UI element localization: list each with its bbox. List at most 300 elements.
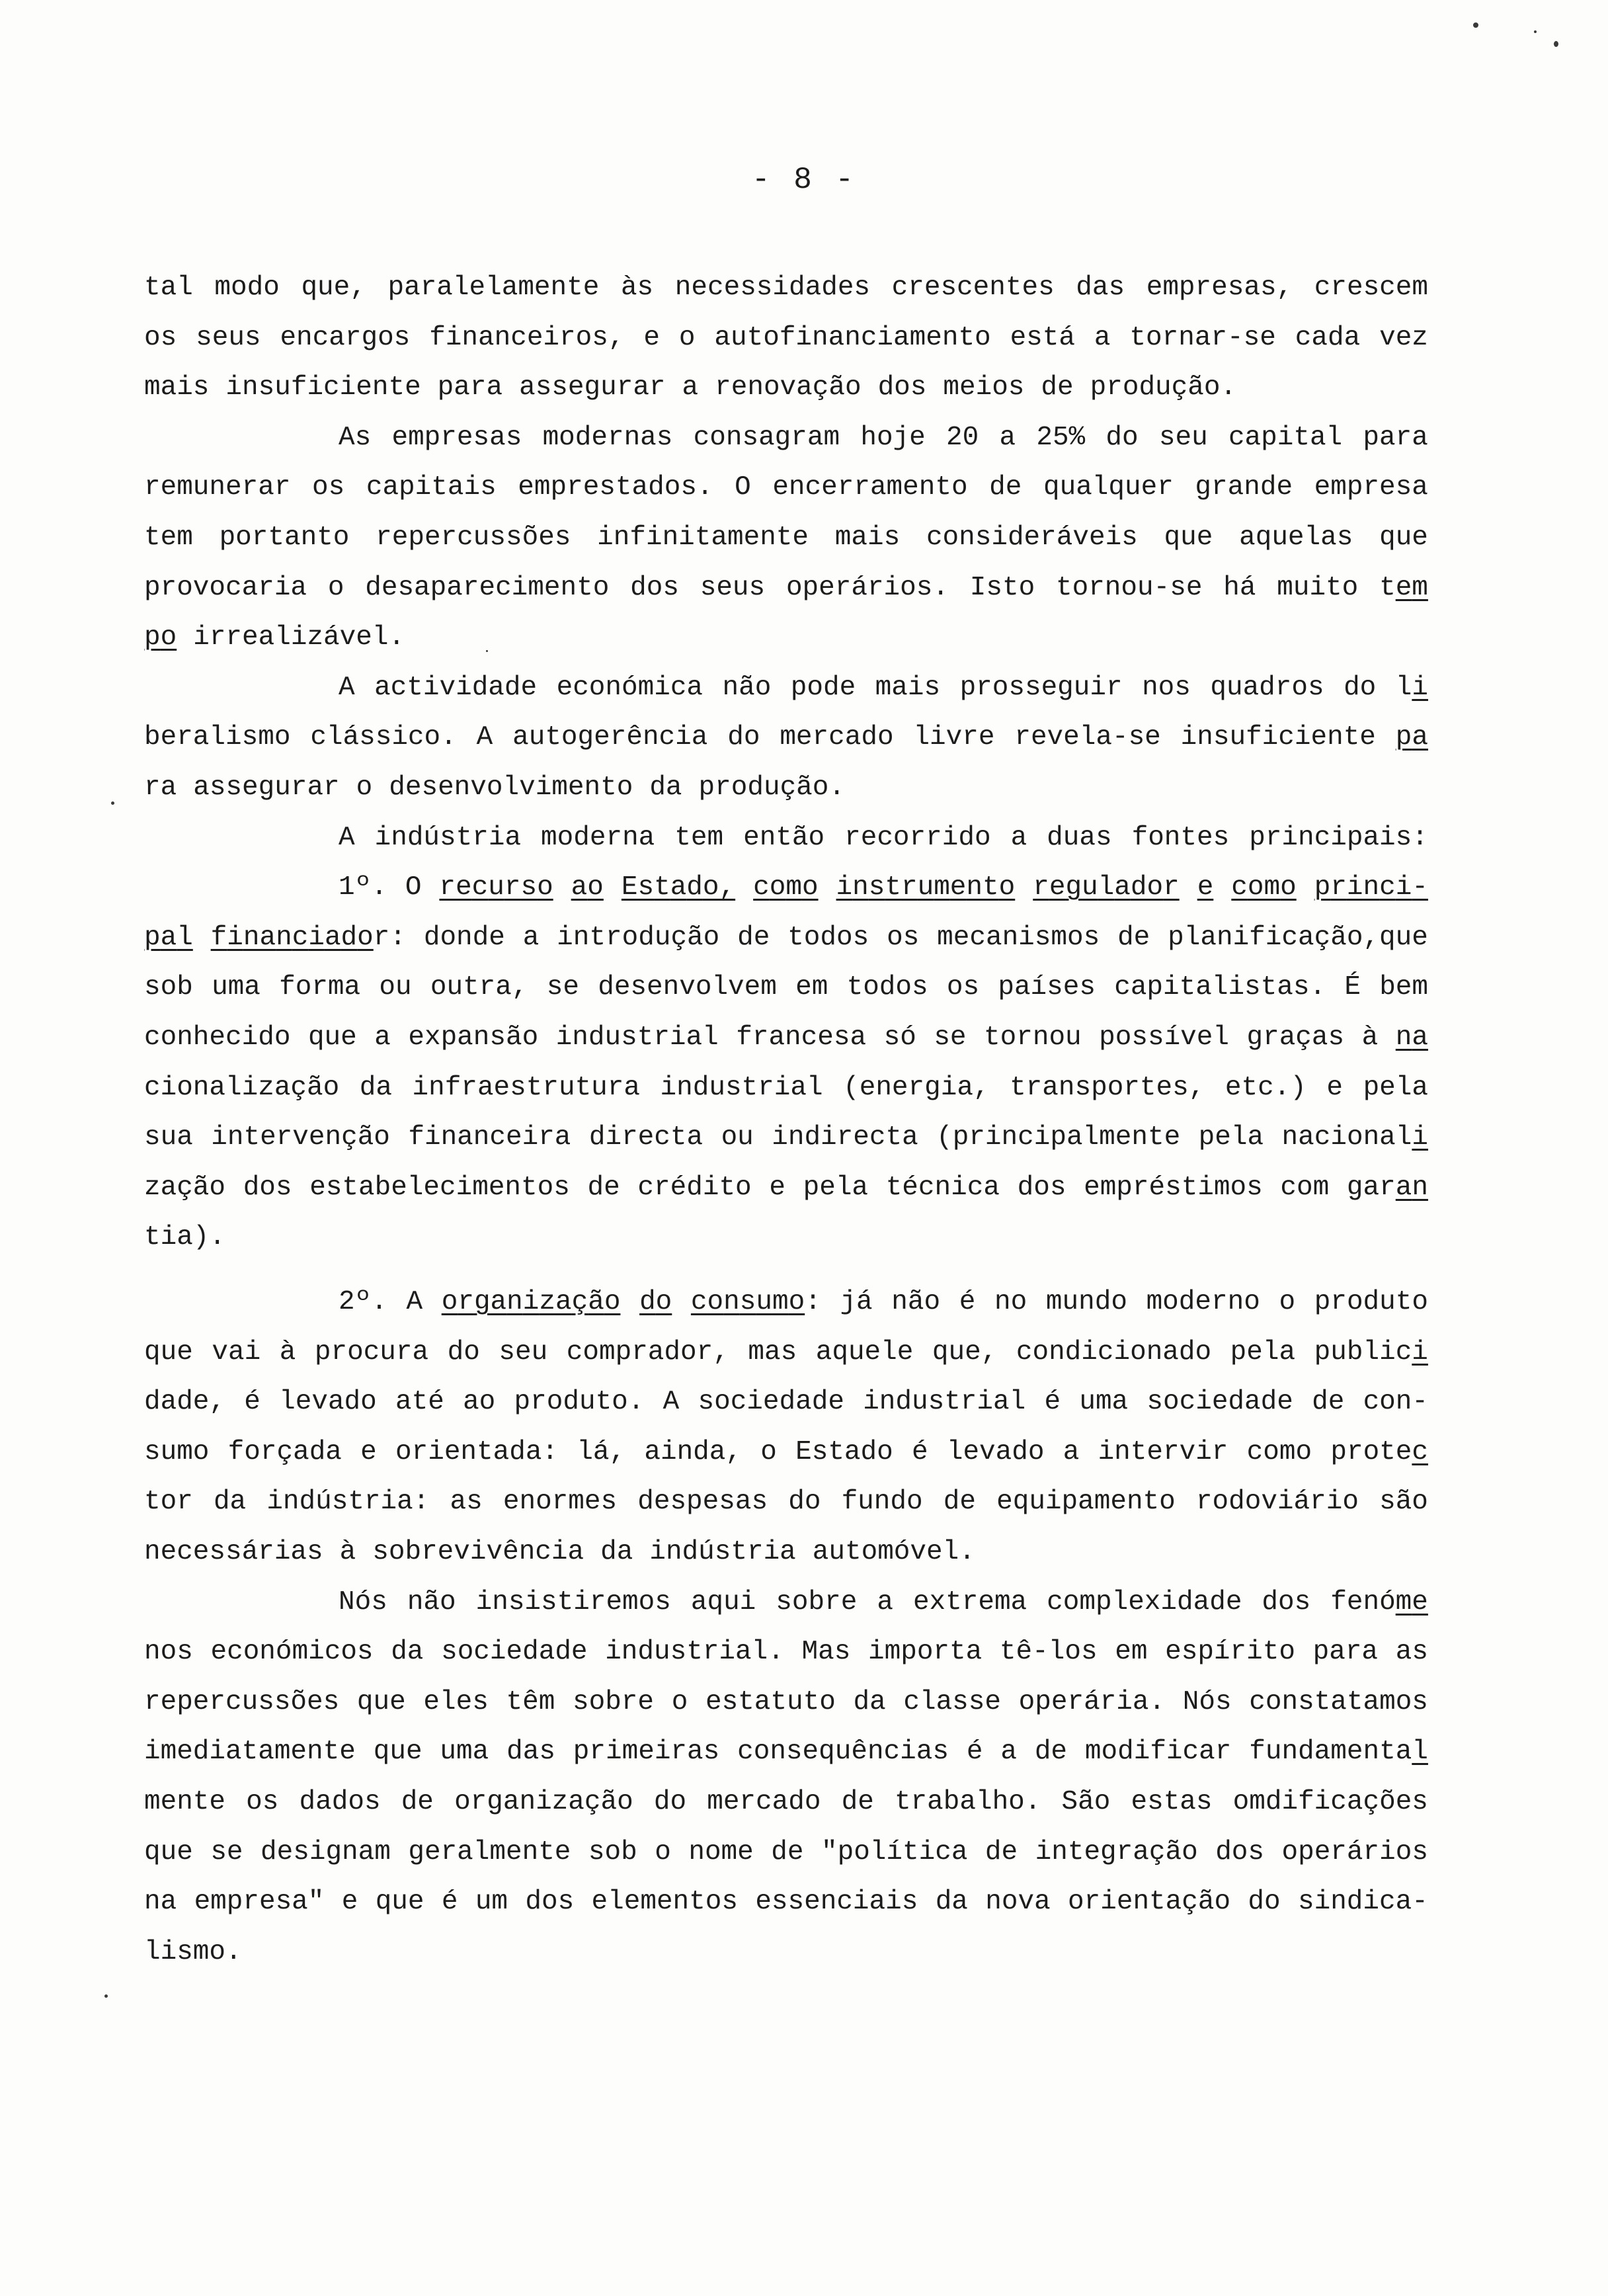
word: clássico. (310, 722, 457, 753)
word: que (356, 1686, 406, 1717)
word: duas (1047, 822, 1112, 853)
word: indirecta (772, 1122, 918, 1153)
text-line (339, 1582, 1428, 1622)
word: meios (943, 372, 1025, 403)
word: de (841, 1787, 874, 1817)
word: Mas (801, 1637, 851, 1668)
word: A (339, 672, 355, 703)
word: indústria: (266, 1487, 430, 1518)
word: insuficiente (225, 372, 421, 403)
word: que (375, 1887, 424, 1918)
word: aquele (815, 1336, 914, 1368)
word: repercussões (376, 522, 571, 553)
word: o (1279, 1287, 1296, 1317)
word: pela (1363, 1072, 1428, 1103)
word: de (401, 1787, 434, 1817)
word: as (450, 1487, 483, 1518)
word: elementos (591, 1887, 738, 1918)
word: é (1044, 1387, 1061, 1418)
word: está (1010, 322, 1075, 353)
word: prosseguir (959, 672, 1123, 703)
word: para (437, 372, 503, 403)
word: nacionali (1281, 1122, 1428, 1153)
word: Estado (795, 1436, 893, 1467)
text-line (144, 1732, 1428, 1772)
text-line (144, 368, 1253, 407)
word: os (144, 322, 177, 353)
word: intervenção (211, 1122, 390, 1153)
word: da (853, 1686, 886, 1717)
word: no (994, 1287, 1027, 1317)
word: às (620, 272, 654, 303)
word: que, (301, 272, 366, 303)
text-line (144, 1482, 1428, 1522)
word: sindica- (1297, 1887, 1428, 1918)
word: hoje (860, 422, 926, 453)
word: da (935, 1887, 968, 1918)
word: as (1395, 1637, 1428, 1668)
word: financiador: (210, 922, 406, 953)
text-line (144, 268, 1428, 308)
word: de (1034, 1737, 1068, 1768)
word: consequências (737, 1737, 949, 1768)
word: omdificações (1232, 1787, 1428, 1817)
text-line (339, 868, 1428, 907)
text-line (144, 618, 421, 657)
word: directa (588, 1122, 704, 1153)
word: de (943, 1487, 976, 1518)
word: rodoviário (1195, 1487, 1359, 1518)
word: aquelas (1239, 522, 1353, 553)
word: regulador (1033, 872, 1180, 903)
word: têm (506, 1686, 555, 1717)
word: dados (299, 1787, 381, 1817)
text-line (144, 1118, 1428, 1157)
word: o (327, 572, 344, 603)
text-line (339, 668, 1428, 708)
word: financeiros, (429, 322, 625, 353)
word: nome (688, 1836, 754, 1867)
word: portanto (219, 522, 350, 553)
word: a (1000, 1737, 1017, 1768)
word: insistiremos (475, 1586, 671, 1618)
text-line (144, 318, 1428, 358)
word: 20 (946, 422, 979, 453)
word: financeira (408, 1122, 571, 1153)
word: A (339, 822, 355, 853)
word: repercussões (144, 1686, 340, 1717)
text-line (144, 1932, 259, 1972)
word: a (999, 422, 1016, 453)
word: comprador, (566, 1336, 729, 1368)
word: operária. (1018, 1686, 1166, 1717)
word: que (1379, 522, 1428, 553)
word: "política (821, 1836, 968, 1867)
word: dos (1215, 1836, 1264, 1867)
word: sumo (144, 1436, 210, 1467)
word: livre (913, 722, 995, 753)
word: a (522, 922, 540, 953)
word: é (911, 1436, 928, 1467)
word: primeiras (573, 1737, 720, 1768)
word: assegurar (519, 372, 666, 403)
word: donde (423, 922, 505, 953)
word: (principalmente (936, 1122, 1181, 1153)
word: dos (1262, 1586, 1311, 1618)
word: de (587, 1172, 620, 1203)
word: irrealizável. (193, 622, 405, 653)
word: equipamento (996, 1487, 1176, 1518)
word: todos (846, 972, 928, 1003)
word: do (727, 722, 760, 753)
word: que (1164, 522, 1213, 553)
word: à (1361, 1022, 1379, 1053)
word: planificação,que (1168, 922, 1428, 953)
word: não (722, 672, 772, 703)
word: O (405, 872, 422, 903)
word: mercado (780, 722, 894, 753)
word: sua (144, 1122, 193, 1153)
word: fundo (841, 1487, 923, 1518)
word: 2º. (339, 1287, 387, 1317)
word: o (760, 1436, 777, 1467)
text-line (144, 468, 1428, 507)
word: uma (440, 1737, 489, 1768)
word: nova (985, 1887, 1051, 1918)
word: dos (243, 1172, 292, 1203)
word: con- (1363, 1387, 1428, 1418)
word: sociedade (441, 1637, 588, 1668)
word: de (737, 922, 770, 953)
word: essenciais (755, 1887, 918, 1918)
word: recurso (439, 872, 553, 903)
text-line (144, 518, 1428, 557)
word: A (406, 1287, 423, 1317)
word: uma (1079, 1387, 1129, 1418)
word: em (795, 972, 828, 1003)
word: ainda, (644, 1436, 742, 1467)
word: operários (1281, 1836, 1428, 1867)
word: e (1326, 1072, 1344, 1103)
word: ra (144, 772, 177, 803)
text-line (144, 1882, 1428, 1922)
word: organização (454, 1787, 633, 1817)
word: automóvel. (812, 1537, 975, 1567)
word: necessidades (674, 272, 871, 303)
word: há (1223, 572, 1256, 603)
word: dos (1017, 1172, 1066, 1203)
word: tornou (984, 1022, 1082, 1053)
scan-speck (104, 1994, 108, 1998)
word: na (144, 1887, 177, 1918)
word: ao (571, 872, 604, 903)
word: consumo: (690, 1287, 821, 1317)
word: não (407, 1586, 456, 1618)
word: mente (144, 1787, 226, 1817)
word: aqui (690, 1586, 756, 1618)
word: da (600, 1537, 633, 1567)
text-line (144, 1632, 1428, 1672)
word: que (144, 1836, 193, 1867)
word: estabelecimentos (309, 1172, 570, 1203)
word: actividade (374, 672, 538, 703)
word: seu (1158, 422, 1208, 453)
word: zação (144, 1172, 226, 1203)
word: o (678, 322, 696, 353)
word: vez (1379, 322, 1428, 353)
word: como (1231, 872, 1297, 903)
text-line (144, 1068, 1428, 1108)
word: li (1395, 672, 1428, 703)
text-line (144, 1217, 242, 1257)
word: industrial (555, 1022, 719, 1053)
word: em (1115, 1637, 1148, 1668)
text-line (144, 568, 1428, 608)
word: As (339, 422, 372, 453)
text-line (144, 768, 862, 807)
word: sob (144, 972, 193, 1003)
word: produção. (1090, 372, 1237, 403)
word: das (506, 1737, 555, 1768)
word: etc.) (1225, 1072, 1306, 1103)
word: mas (748, 1336, 797, 1368)
word: espírito (1165, 1637, 1295, 1668)
word: muito (1277, 572, 1359, 603)
word: mais (144, 372, 210, 403)
word: recorrido (844, 822, 991, 853)
word: os (946, 972, 980, 1003)
word: (energia, (843, 1072, 990, 1103)
word: A (663, 1387, 680, 1418)
word: lismo. (144, 1936, 242, 1967)
text-line (144, 1682, 1428, 1722)
word: de (985, 1836, 1018, 1867)
word: é (244, 1387, 261, 1418)
word: ou (721, 1122, 754, 1153)
scan-speck (1473, 22, 1478, 28)
word: industrial (660, 1072, 823, 1103)
word: principais: (1249, 822, 1428, 853)
word: empresas (391, 422, 522, 453)
word: protec (1330, 1436, 1428, 1467)
word: dos (525, 1887, 575, 1918)
word: desenvolvem (598, 972, 777, 1003)
word: orientada: (395, 1436, 559, 1467)
word: integração (1035, 1836, 1198, 1867)
word: económica (556, 672, 704, 703)
word: são (1379, 1487, 1428, 1518)
word: qualquer (1043, 472, 1174, 503)
word: produção. (698, 772, 845, 803)
word: instrumento (836, 872, 1016, 903)
word: então (743, 822, 825, 853)
word: cada (1295, 322, 1361, 353)
text-line (144, 1532, 992, 1572)
word: quadros (1210, 672, 1324, 703)
word: países (998, 972, 1096, 1003)
word: sociedade (1146, 1387, 1293, 1418)
word: transportes, (1010, 1072, 1205, 1103)
word: Isto (969, 572, 1035, 603)
word: estatuto (705, 1686, 836, 1717)
word: constatamos (1249, 1686, 1428, 1717)
word: e (643, 322, 660, 353)
text-line (144, 1382, 1428, 1422)
word: extrema (912, 1586, 1027, 1618)
word: à (279, 1336, 296, 1368)
word: seus (700, 572, 766, 603)
word: A (476, 722, 493, 753)
word: levado (279, 1387, 377, 1418)
word: francesa (736, 1022, 867, 1053)
word: tor (144, 1487, 193, 1518)
word: se (210, 1836, 243, 1867)
word: se (934, 1022, 967, 1053)
word: Estado, (621, 872, 736, 903)
word: até (395, 1387, 444, 1418)
word: importa (868, 1637, 983, 1668)
word: empresa" (194, 1887, 325, 1918)
text-line (144, 1018, 1428, 1057)
word: cionalização (144, 1072, 340, 1103)
word: sob (588, 1836, 637, 1867)
word: capitalistas. (1114, 972, 1326, 1003)
word: complexidade (1047, 1586, 1242, 1618)
word: da (213, 1487, 247, 1518)
word: os (312, 472, 345, 503)
word: dos (630, 572, 679, 603)
word: graças (1246, 1022, 1345, 1053)
word: ou (379, 972, 412, 1003)
word: mais (875, 672, 941, 703)
text-line (339, 818, 1428, 858)
word: não (891, 1287, 941, 1317)
word: modo (214, 272, 280, 303)
word: empréstimos (1084, 1172, 1263, 1203)
word: tornou-se (1056, 572, 1203, 603)
word: a (682, 372, 699, 403)
word: na (1395, 1022, 1428, 1053)
word: técnica (885, 1172, 1000, 1203)
word: O (735, 472, 751, 503)
word: condicionado (1016, 1336, 1212, 1368)
word: insuficiente (1180, 722, 1376, 753)
word: mundo (1045, 1287, 1127, 1317)
word: pela (803, 1172, 869, 1203)
word: fenóme (1330, 1586, 1428, 1618)
word: emprestados. (518, 472, 713, 503)
word: empresas, (1146, 272, 1293, 303)
word: outra, (430, 972, 528, 1003)
word: introdução (557, 922, 720, 953)
word: Nós (1182, 1686, 1232, 1717)
word: é (966, 1737, 983, 1768)
scan-speck (1554, 41, 1558, 47)
scan-speck (111, 801, 114, 805)
word: de (1312, 1387, 1345, 1418)
word: fontes (1131, 822, 1230, 853)
word: sobrevivência (372, 1537, 584, 1567)
word: encerramento (772, 472, 968, 503)
word: produto. (514, 1387, 645, 1418)
word: fundamental (1249, 1737, 1428, 1768)
text-line (144, 718, 1428, 757)
word: industrial (863, 1387, 1026, 1418)
word: do (447, 1336, 480, 1368)
word: encargos (280, 322, 411, 353)
word: publici (1314, 1336, 1428, 1368)
word: procura (314, 1336, 429, 1368)
word: forma (279, 972, 361, 1003)
text-line (339, 1282, 1428, 1322)
word: eles (423, 1686, 489, 1717)
text-line (339, 418, 1428, 458)
word: sociedade (698, 1387, 844, 1418)
word: possível (1099, 1022, 1229, 1053)
word: dade, (144, 1387, 226, 1418)
word: e (360, 1436, 377, 1467)
word: pela (1230, 1336, 1296, 1368)
word: 1º. (339, 872, 387, 903)
word: mais (834, 522, 901, 553)
word: estas (1131, 1787, 1213, 1817)
word: só (883, 1022, 916, 1053)
word: que (144, 1336, 193, 1368)
word: despesas (637, 1487, 768, 1518)
word: dos (877, 372, 927, 403)
word: paralelamente (387, 272, 600, 303)
word: autofinanciamento (714, 322, 991, 353)
word: a (1010, 822, 1027, 853)
word: tal (144, 272, 193, 303)
word: consagram (693, 422, 840, 453)
word: à (339, 1537, 356, 1567)
word: garan (1346, 1172, 1428, 1203)
word: produto (1314, 1287, 1428, 1317)
word: pa (1395, 722, 1428, 753)
word: beralismo (144, 722, 291, 753)
word: tem (674, 822, 724, 853)
word: moderno (1146, 1287, 1260, 1317)
word: todos (787, 922, 869, 953)
word: indústria (374, 822, 522, 853)
word: classe (903, 1686, 1001, 1717)
word: a (877, 1586, 893, 1618)
word: da (359, 1072, 392, 1103)
word: desaparecimento (365, 572, 610, 603)
text-line (144, 1782, 1428, 1822)
page-number: - 8 - (751, 163, 857, 197)
word: grande (1195, 472, 1293, 503)
word: bem (1379, 972, 1428, 1003)
word: forçada (227, 1436, 342, 1467)
word: a (1063, 1436, 1080, 1467)
word: e (341, 1887, 358, 1918)
word: seu (499, 1336, 548, 1368)
word: das (1076, 272, 1125, 303)
text-line (144, 967, 1428, 1007)
word: do (639, 1287, 672, 1317)
word: É (1344, 972, 1361, 1003)
word: mercado (707, 1787, 821, 1817)
word: já (840, 1287, 873, 1317)
word: com (1280, 1172, 1330, 1203)
word: a (374, 1022, 391, 1053)
word: autogerência (512, 722, 708, 753)
word: seus (196, 322, 261, 353)
word: provocaria (144, 572, 307, 603)
word: e (1197, 872, 1214, 903)
